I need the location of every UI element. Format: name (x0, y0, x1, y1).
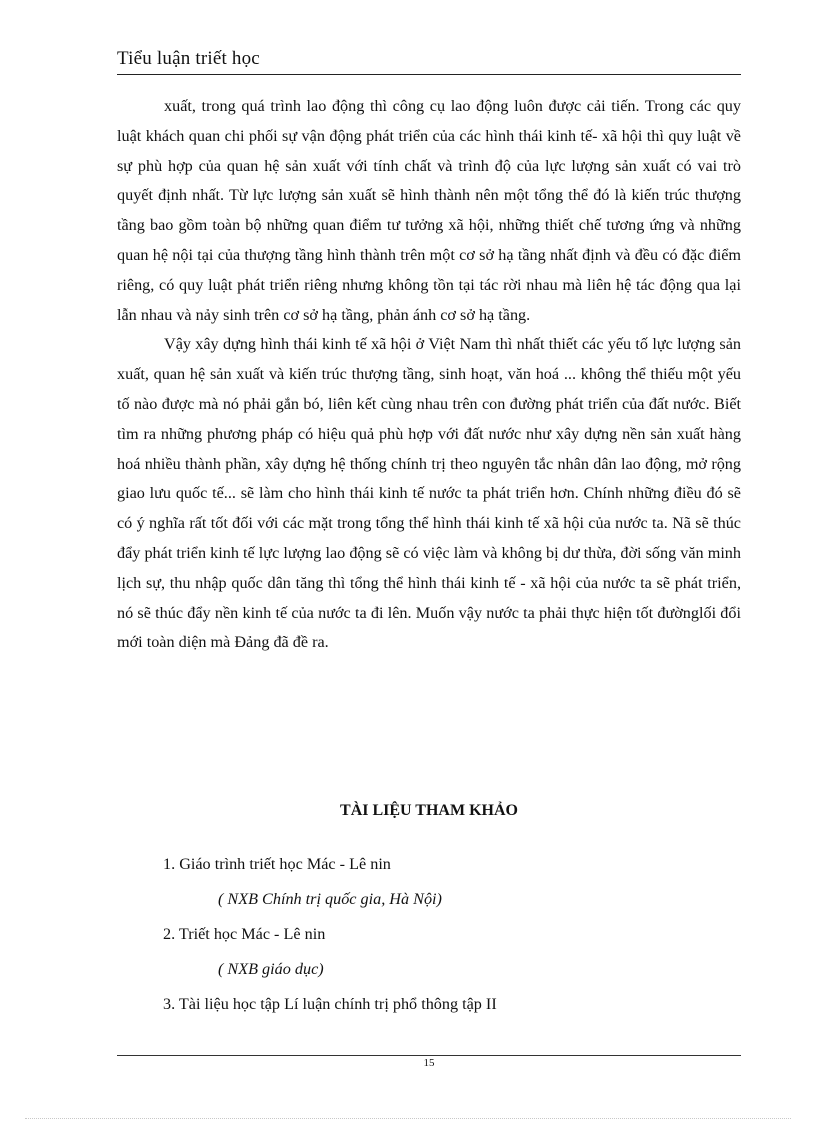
reference-1-title: 1. Giáo trình triết học Mác - Lê nin (163, 855, 391, 873)
references-heading: TÀI LIỆU THAM KHẢO (340, 802, 518, 819)
reference-1-publisher: ( NXB Chính trị quốc gia, Hà Nội) (218, 890, 442, 908)
body-paragraph-1: xuất, trong quá trình lao động thì công cụ lao động luôn được cải tiến. Trong các quy luật khách quan chi phối sự vận động phát triển của các hình thái kinh tế- xã hội thì quy luật về sự phù hợp của quan hệ sản xuất với tính chất và trình độ của lực lượng sản xuất có vai trò quyết định nhất. Từ lực lượng sản xuất sẽ hình thành nên một tổng thể đó là kiến trúc thượng tầng bao gồm toàn bộ những quan điểm tư tưởng xã hội, những thiết chế tương ứng và những quan hệ nội tại của thượng tầng hình thành trên một cơ sở hạ tầng nhất định và đều có đặc điểm riêng, có quy luật phát triển riêng nhưng không tồn tại tác rời nhau mà liên hệ tác động qua lại lẫn nhau và nảy sinh trên cơ sở hạ tầng, phản ánh cơ sở hạ tầng. (117, 97, 741, 324)
page-number: 15 (423, 1057, 435, 1069)
footer-rule (117, 1055, 741, 1056)
reference-3-title: 3. Tài liệu học tập Lí luận chính trị phổ thông tập II (163, 995, 497, 1013)
reference-2-title: 2. Triết học Mác - Lê nin (163, 925, 326, 943)
body-paragraph-2: Vậy xây dựng hình thái kinh tế xã hội ở Việt Nam thì nhất thiết các yếu tố lực lượng sản xuất, quan hệ sản xuất và kiến trúc thượng tầng, sinh hoạt, văn hoá ... không thể thiếu một yếu tố nào được mà nó phải gắn bó, liên kết cùng nhau trên con đường phát triển của đất nước. Biết tìm ra những phương pháp có hiệu quả phù hợp với đất nước như xây dựng nền sản xuất hàng hoá nhiều thành phần, xây dựng hệ thống chính trị theo nguyên tắc nhân dân lao động, mở rộng giao lưu quốc tế... sẽ làm cho hình thái kinh tế nước ta phát triển hơn. Chính những điều đó sẽ có ý nghĩa rất tốt đối với các mặt trong tổng thể hình thái kinh tế xã hội của nước ta. Nã sẽ thúc đẩy phát triển kinh tế lực lượng lao động sẽ có việc làm và không bị dư thừa, đời sống văn minh lịch sự, thu nhập quốc dân tăng thì tổng thể hình thái kinh tế - xã hội của nước ta sẽ phát triển, nó sẽ thúc đẩy nền kinh tế của nước ta đi lên. Muốn vậy nước ta phải thực hiện tốt đườnglối đổi mới toàn diện mà Đảng đã đề ra. (117, 335, 741, 652)
reference-2-publisher: ( NXB giáo dục) (218, 960, 324, 978)
references-list (163, 851, 723, 1026)
header-rule (117, 74, 741, 75)
page-edge-divider (25, 1118, 791, 1119)
running-header: Tiểu luận triết học (117, 48, 260, 69)
body-text (117, 92, 741, 658)
